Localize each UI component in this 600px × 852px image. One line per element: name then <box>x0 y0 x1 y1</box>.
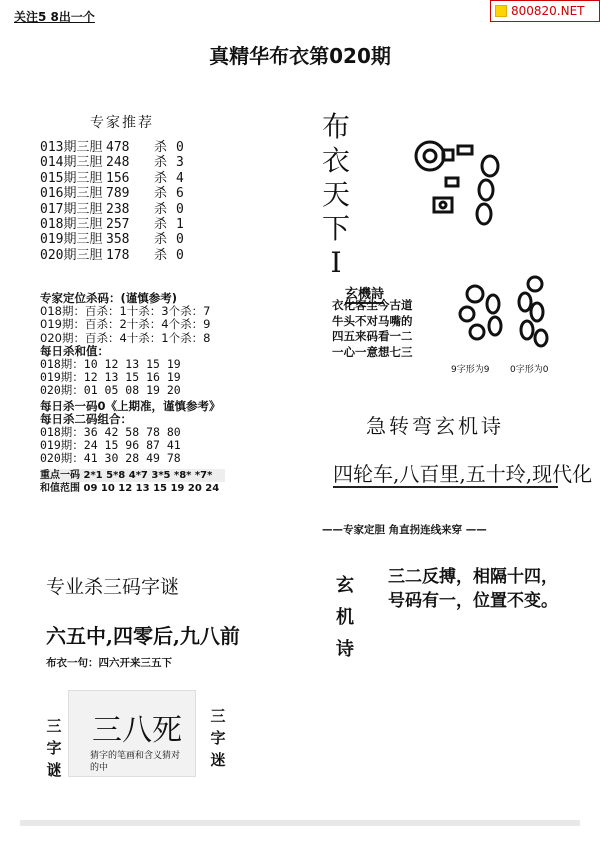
mystic-title: 玄機詩 <box>345 283 384 304</box>
recommend-kill: 杀 <box>154 170 168 186</box>
two-code-header: 每日杀二码组合： <box>40 411 132 426</box>
recommend-row <box>40 217 184 232</box>
badge-square-icon <box>495 5 507 17</box>
recommend-kill-num: 4 <box>176 170 184 186</box>
recommend-row <box>40 140 184 155</box>
sum-line: 019期：12 13 15 16 19 <box>40 370 181 385</box>
two-code-line: 020期：41 30 28 49 78 <box>40 451 181 466</box>
recommend-row <box>40 171 184 186</box>
recommend-num: 257 <box>106 217 130 233</box>
recommend-row <box>40 232 184 247</box>
recommend-period: 017期三胆 <box>40 201 103 217</box>
recommend-kill: 杀 <box>154 140 168 155</box>
page-title: 真精华布衣第020期 <box>209 44 391 68</box>
site-url[interactable]: 800820.NET <box>511 4 585 18</box>
recommend-period: 013期三胆 <box>40 140 103 155</box>
one-code-header: 每日杀一码0《上期准，谨慎参考》 <box>40 398 221 413</box>
recommend-kill-num: 0 <box>176 232 184 248</box>
recommend-title: 专家推荐 <box>90 115 154 131</box>
top-note: 关注5 8出一个 <box>14 10 95 24</box>
recommend-row <box>40 155 184 170</box>
kill3-line: 布衣一句：四六开来三五下 <box>46 657 172 669</box>
recommend-num: 248 <box>106 155 130 171</box>
two-code-line: 018期：36 42 58 78 80 <box>40 425 181 440</box>
mystic-verse-line: 三二反搏，相隔十四， <box>388 567 558 587</box>
mystic-poem <box>332 298 413 360</box>
position-line: 018期：百杀：1十杀：3个杀：7 <box>40 304 211 319</box>
sum-line: 018期：10 12 13 15 19 <box>40 357 181 372</box>
recommend-kill: 杀 <box>154 201 168 217</box>
recommend-num: 156 <box>106 170 130 186</box>
expert-subtitle: ——专家定胆 角直拐连线来穿 —— <box>322 524 487 536</box>
recommend-kill-num: 1 <box>176 217 184 233</box>
mystic-line: 牛头不对马嘴的 <box>332 313 413 328</box>
recommend-kill: 杀 <box>154 155 168 171</box>
riddle-poem-line: 四轮车,八百里,五十玲,现代化 <box>333 462 593 486</box>
mystic-line: 一心一意想七三 <box>332 344 413 359</box>
sum-range-line: 和值范围 09 10 12 13 15 19 20 24 <box>40 482 220 494</box>
riddle-note: 猜字的笔画和含义猜对的中 <box>90 751 181 773</box>
recommend-row <box>40 186 184 201</box>
recommend-kill-num: 0 <box>176 247 184 263</box>
mystic-verse <box>388 565 558 613</box>
position-header: 专家定位杀码：(谨慎参考) <box>40 291 178 305</box>
underline-divider <box>333 486 558 488</box>
recommend-kill: 杀 <box>154 232 168 248</box>
recommend-period: 018期三胆 <box>40 217 103 233</box>
key-code-line: 重点一码 2*1 5*8 4*7 3*5 *8* *7* <box>40 469 225 482</box>
mystic-verse-line: 号码有一，位置不变。 <box>388 591 558 611</box>
recommend-num: 178 <box>106 247 130 263</box>
recommend-period: 019期三胆 <box>40 232 103 248</box>
position-kill-block <box>40 292 225 495</box>
recommend-num: 238 <box>106 201 130 217</box>
nine-shape-label: 9字形为9 <box>451 365 490 375</box>
recommend-kill-num: 3 <box>176 155 184 171</box>
riddle-poem-title: 急转弯玄机诗 <box>366 414 504 438</box>
recommend-period: 020期三胆 <box>40 247 103 263</box>
recommend-kill: 杀 <box>154 217 168 233</box>
recommend-period: 015期三胆 <box>40 170 103 186</box>
sum-header: 每日杀和值： <box>40 343 109 358</box>
recommend-row <box>40 248 184 263</box>
mystic-line: 衣化客尘今古道 <box>332 298 413 312</box>
recommend-kill: 杀 <box>154 186 168 202</box>
kill3-riddle: 六五中,四零后,九八前 <box>46 624 240 648</box>
recommend-num: 358 <box>106 232 130 248</box>
recommend-list <box>40 140 184 263</box>
kill3-title: 专业杀三码字谜 <box>46 576 180 598</box>
mystic-vertical-label: 玄 机 诗 <box>336 575 354 660</box>
recommend-period: 014期三胆 <box>40 155 103 171</box>
recommend-kill-num: 0 <box>176 201 184 217</box>
zero-shape-label: 0字形为0 <box>510 365 549 375</box>
two-code-line: 019期：24 15 96 87 41 <box>40 438 181 453</box>
recommend-num: 789 <box>106 186 130 202</box>
recommend-kill: 杀 <box>154 247 168 263</box>
recommend-kill-num: 6 <box>176 186 184 202</box>
position-line: 020期：百杀：4十杀：1个杀：8 <box>40 330 211 345</box>
recommend-kill-num: 0 <box>176 140 184 155</box>
nine-zero-coin-art <box>455 272 555 362</box>
coin-digit-art <box>408 138 518 238</box>
riddle-label-right: 三 字 迷 <box>210 707 226 769</box>
sum-line: 020期：01 05 08 19 20 <box>40 383 181 398</box>
site-badge[interactable] <box>490 0 600 22</box>
mystic-line: 四五来码看一二 <box>332 329 413 343</box>
recommend-period: 016期三胆 <box>40 186 103 202</box>
cloth-vertical-title: 布 衣 天 下 I <box>322 110 351 279</box>
riddle-text: 三八死 <box>92 713 182 748</box>
position-line: 019期：百杀：2十杀：4个杀：9 <box>40 317 211 332</box>
recommend-row <box>40 202 184 217</box>
riddle-label-left: 三 字 谜 <box>46 717 62 779</box>
bottom-divider <box>20 820 580 826</box>
recommend-num: 478 <box>106 140 130 155</box>
